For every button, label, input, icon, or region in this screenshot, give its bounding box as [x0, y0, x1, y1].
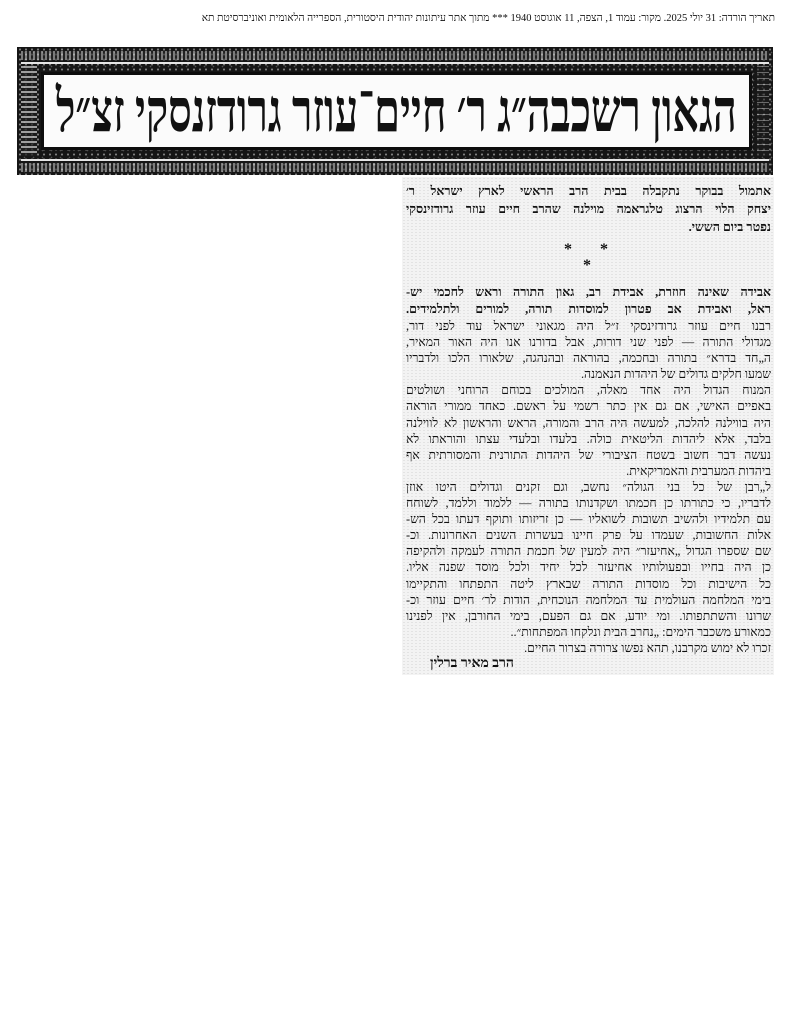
paragraph-line: באפיים האישי, אם גם אין כתר רשמי על ראשם. כאחד ממורי הוראה	[406, 399, 771, 414]
paragraph-line: נעשה דבר חשוב בשטח הציבורי של היהדות התורנית והמסורתית אף	[406, 447, 771, 462]
headline: הגאון רשכבה״ג ר׳ חיים־עוזר גרודזנסקי זצ״ל	[56, 78, 737, 144]
paragraph-line: ל„רבן של כל בני הגולה״ נחשב, וגם זקנים וגדולים היטו אוזן	[406, 479, 771, 494]
banner-rule-top	[21, 62, 769, 64]
paragraph-line: כן היה בחייו ובפעולותיו אחיעזר לכל יחיד ולכל מוסד שפנה אליו.	[406, 560, 771, 575]
paragraph-line: שם שספרו הגדול „אחיעזר״ היה למעין של חכמת התורה לעמקה ולהקיפה	[406, 544, 771, 559]
article-paragraph	[405, 640, 771, 656]
section-separator	[405, 236, 771, 284]
article-body	[405, 318, 771, 656]
asterisk-mark: *	[583, 257, 591, 274]
download-info-header: תאריך הורדה: 31 יולי 2025. מקור: עמוד 1, הצפה, 11 אוגוסט 1940 *** מתוך אתר עיתונות יהודית היסטורית, הספרייה הלאומית ואוניברסיטת תא	[201, 13, 775, 24]
paragraph-line: היה בווילנה להלכה, למעשה היה הרב והמורה, הראש והראשון לא לווילנה	[406, 415, 771, 430]
paragraph-line: כל הישיבות וכל מוסדות התורה שבארץ ליטה התפתחו והתקיימו	[406, 576, 771, 591]
paragraph-line: בלבד, אלא ליהדות הליטאית כולה. בלעדו ובלעדי עצתו והוראתו לא	[406, 431, 771, 446]
intro-line: יצחק הלוי הרצוג טלגראמה מוילנה שהרב חיים עוזר גרודזינסקי	[406, 202, 771, 216]
article-paragraph	[405, 576, 771, 640]
asterisk-mark: *	[564, 241, 572, 258]
asterisk-mark: *	[600, 241, 608, 258]
article-paragraph	[405, 284, 771, 318]
paragraph-line: ביהדות המערבית והאמריקאית.	[626, 463, 771, 478]
author-signature: הרב מאיר ברלין	[430, 655, 514, 671]
paragraph-line: ראל, ואבידת אב פטרון למוסדות תורה, למורים ולתלמידים.	[406, 302, 771, 316]
paragraph-line: אבידה שאינה חוזרת, אבידת רב, גאון התורה וראש לחכמי יש-	[406, 285, 771, 299]
paragraph-line: כמאורע משכבר הימים: „נחרב הבית ונלקחו המפתחות״..	[510, 624, 771, 639]
paragraph-line: עם תלמידיו ולהשיב תשובות לשואליו — כן זריזותו ותוקף דעתו בכל הש-	[406, 512, 771, 527]
paragraph-line: המנוח הגדול היה אחד מאלה, המולכים בכוחם הרוחני ושולטים	[406, 383, 771, 398]
banner-ornament-top	[21, 51, 769, 60]
headline-banner	[17, 47, 773, 175]
paragraph-line: רבנו חיים עוזר גרודזינסקי ז״ל היה מגאוני ישראל עוד לפני דור,	[406, 319, 771, 333]
banner-ornament-bottom	[21, 163, 769, 172]
article-paragraph	[405, 479, 771, 576]
paragraph-line: שרונו והשתתפותו. ומי יודע, אם גם הפעם, בימי החורבן, אין לפנינו	[406, 608, 771, 623]
intro-paragraph	[405, 182, 771, 236]
intro-line: נפטר ביום הששי.	[688, 220, 771, 234]
article-paragraph	[405, 382, 771, 479]
banner-ornament-right	[757, 66, 769, 156]
obituary-article	[405, 182, 771, 672]
paragraph-line: לדבריו, כי כתורתו כן חכמתו ושקדנותו בתורה — ללמוד וללמד, לשוחח	[406, 496, 771, 511]
paragraph-line: מגדולי התורה — לפני שני דורות, אבל בדורנו אנו היה האור המאיר,	[406, 335, 771, 350]
paragraph-line: זכרו לא ימוש מקרבנו, תהא נפשו צרורה בצרור החיים.	[524, 640, 771, 655]
banner-rule-bottom	[21, 159, 769, 161]
paragraph-line: ה„חד בדרא״ בתורה ובחכמה, בהוראה ובהנהגה, שלאורו הלכו ולדבריו	[406, 351, 771, 366]
paragraph-line: בימי המלחמה העולמית עד המלחמה הנוכחית, הודות לר׳ חיים עוזר וכ-	[406, 592, 771, 607]
intro-line: אתמול בבוקר נתקבלה בבית הרב הראשי לארץ ישראל ר׳	[406, 184, 771, 198]
paragraph-line: אלות החשובות, שעמדו על פרק חיינו בעשרות השנים האחרונות. וכ-	[406, 528, 771, 543]
paragraph-line: שמעו חלקים גדולים של היהדות הנאמנה.	[580, 367, 771, 382]
headline-panel	[41, 72, 752, 150]
article-paragraph	[405, 318, 771, 382]
banner-ornament-left	[21, 66, 37, 156]
